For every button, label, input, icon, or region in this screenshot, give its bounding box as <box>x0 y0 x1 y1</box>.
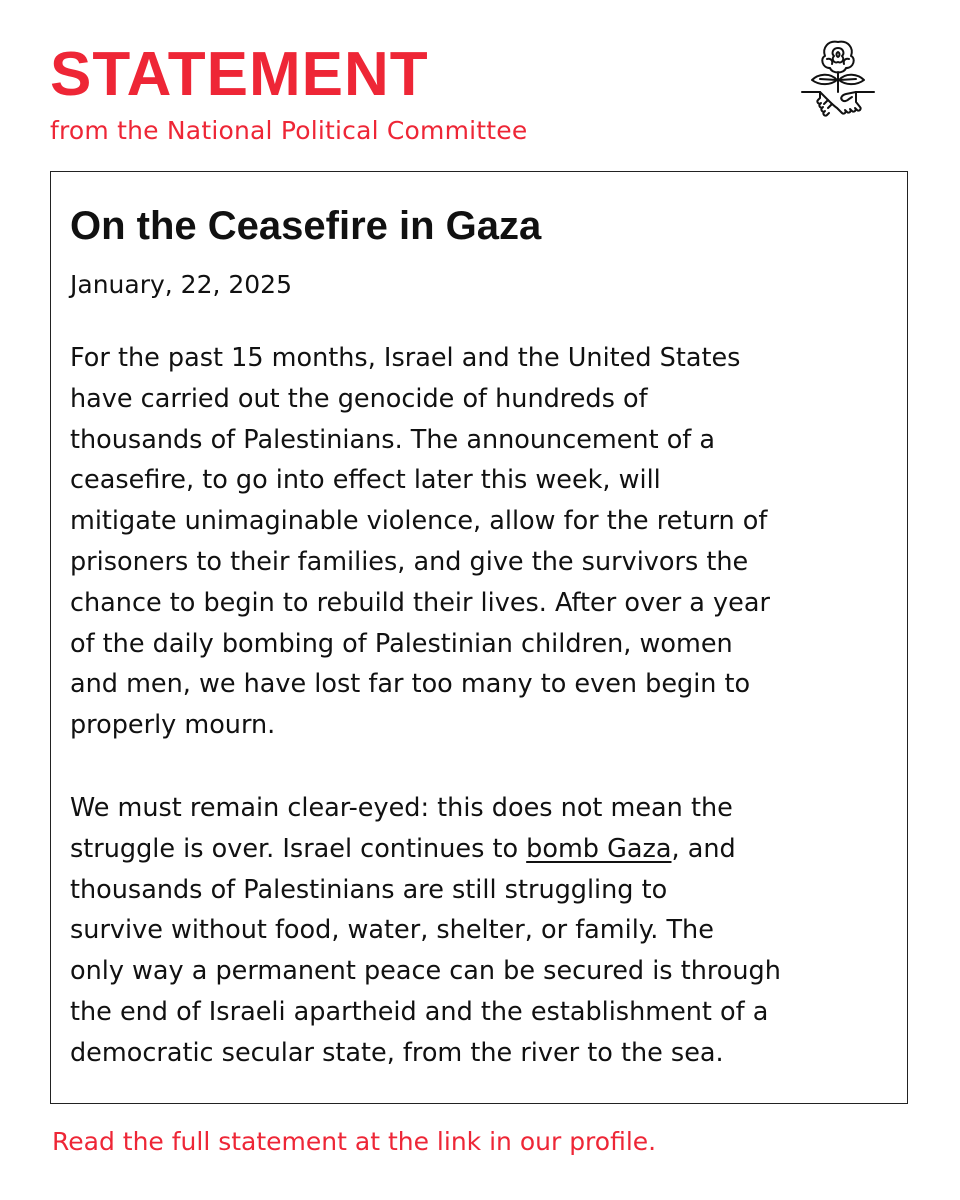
paragraph-line: properly mourn. <box>70 710 276 741</box>
paragraph-line: of the daily bombing of Palestinian children, women <box>70 628 733 659</box>
paragraph-line: only way a permanent peace can be secured is through <box>70 956 781 987</box>
paragraph-line: chance to begin to rebuild their lives. After over a year <box>70 587 770 618</box>
paragraph-line: prisoners to their families, and give the survivors the <box>70 546 749 577</box>
statement-card <box>50 171 908 1104</box>
paragraph-line: and men, we have lost far too many to even begin to <box>70 669 751 700</box>
paragraph-line: thousands of Palestinians are still struggling to <box>70 874 668 905</box>
statement-paragraph-2 <box>70 788 781 1074</box>
paragraph-line: For the past 15 months, Israel and the United States <box>70 343 741 373</box>
footer-note: Read the full statement at the link in our profile. <box>52 1127 657 1156</box>
rose-and-handshake-logo-icon <box>798 36 878 132</box>
paragraph-line: have carried out the genocide of hundreds of <box>70 383 648 414</box>
page-subtitle: from the National Political Committee <box>50 116 528 145</box>
paragraph-line: democratic secular state, from the river to the sea. <box>70 1037 724 1068</box>
paragraph-line: thousands of Palestinians. The announcement of a <box>70 424 716 455</box>
paragraph-line: the end of Israeli apartheid and the establishment of a <box>70 996 769 1027</box>
paragraph-line: mitigate unimaginable violence, allow for the return of <box>70 506 768 537</box>
paragraph-line: survive without food, water, shelter, or family. The <box>70 915 714 946</box>
bomb-gaza-link[interactable]: bomb Gaza <box>526 833 672 864</box>
paragraph-line: ceasefire, to go into effect later this week, will <box>70 465 661 496</box>
statement-title: On the Ceasefire in Gaza <box>70 204 542 248</box>
statement-date: January, 22, 2025 <box>70 270 292 299</box>
paragraph-line: We must remain clear-eyed: this does not mean the <box>70 793 733 823</box>
paragraph-text: struggle is over. Israel continues to <box>70 833 527 864</box>
paragraph-text: , and <box>671 833 736 864</box>
statement-paragraph-1 <box>70 338 770 746</box>
paragraph-line-with-link <box>70 829 781 870</box>
page-title: STATEMENT <box>50 40 429 109</box>
